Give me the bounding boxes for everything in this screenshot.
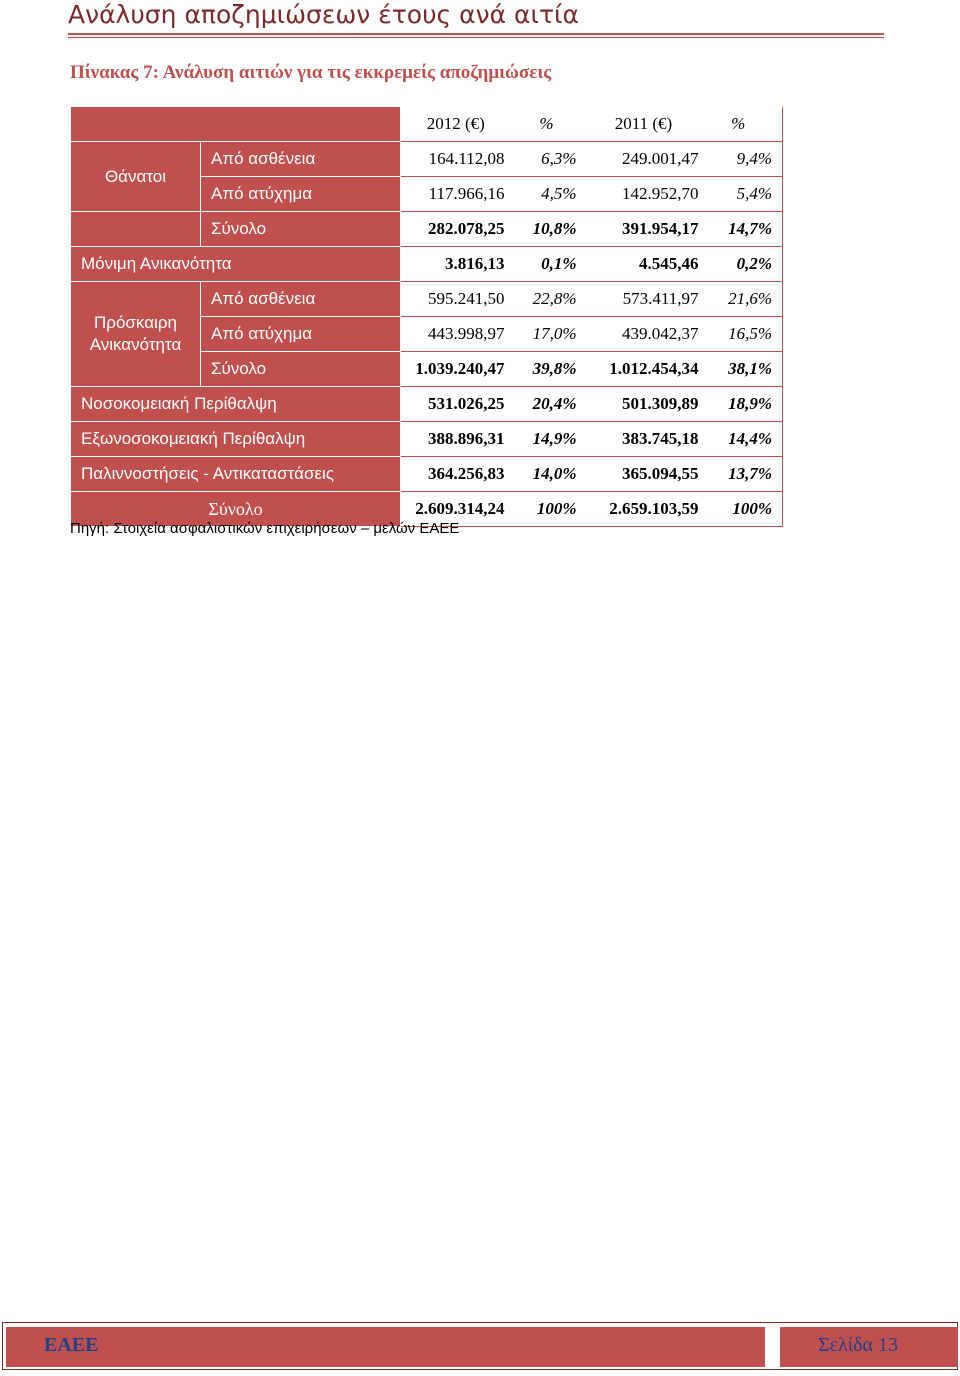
source-note: Πηγή: Στοιχεία ασφαλιστικών επιχειρήσεων – μελών ΕΑΕΕ bbox=[70, 520, 460, 537]
pct-2011: 21,6% bbox=[705, 282, 783, 317]
pct-2012: 14,0% bbox=[511, 457, 583, 492]
pct-2012: 22,8% bbox=[511, 282, 583, 317]
value-2011: 383.745,18 bbox=[583, 422, 705, 457]
row-label: Από ατύχημα bbox=[201, 177, 401, 212]
table-row bbox=[71, 142, 783, 177]
value-2011: 573.411,97 bbox=[583, 282, 705, 317]
page-header bbox=[68, 0, 884, 40]
pct-2011: 16,5% bbox=[705, 317, 783, 352]
table-row bbox=[71, 212, 783, 247]
page-number: Σελίδα 13 bbox=[818, 1334, 899, 1356]
value-2011: 1.012.454,34 bbox=[583, 352, 705, 387]
value-2012: 282.078,25 bbox=[401, 212, 511, 247]
col-header-pct-2012: % bbox=[511, 107, 583, 142]
col-header-pct-2011: % bbox=[705, 107, 783, 142]
table-caption: Πίνακας 7: Ανάλυση αιτιών για τις εκκρεμείς αποζημιώσεις bbox=[70, 62, 552, 83]
row-label: Σύνολο bbox=[71, 492, 401, 527]
group-spacer bbox=[71, 212, 201, 247]
value-2012: 531.026,25 bbox=[401, 387, 511, 422]
value-2011: 249.001,47 bbox=[583, 142, 705, 177]
table-header-row bbox=[71, 107, 783, 142]
row-label: Από ασθένεια bbox=[201, 142, 401, 177]
pct-2012: 0,1% bbox=[511, 247, 583, 282]
value-2011: 501.309,89 bbox=[583, 387, 705, 422]
row-label: Παλιννοστήσεις - Αντικαταστάσεις bbox=[71, 457, 401, 492]
header-rule bbox=[68, 33, 884, 35]
pct-2012: 10,8% bbox=[511, 212, 583, 247]
col-header-2011: 2011 (€) bbox=[583, 107, 705, 142]
value-2012: 364.256,83 bbox=[401, 457, 511, 492]
row-label: Από ασθένεια bbox=[201, 282, 401, 317]
row-label: Από ατύχημα bbox=[201, 317, 401, 352]
pct-2011: 100% bbox=[705, 492, 783, 527]
page-footer bbox=[0, 1322, 960, 1376]
value-2012: 2.609.314,24 bbox=[401, 492, 511, 527]
value-2012: 164.112,08 bbox=[401, 142, 511, 177]
pct-2011: 14,4% bbox=[705, 422, 783, 457]
row-label: Νοσοκομειακή Περίθαλψη bbox=[71, 387, 401, 422]
pct-2011: 9,4% bbox=[705, 142, 783, 177]
pct-2011: 5,4% bbox=[705, 177, 783, 212]
pct-2011: 14,7% bbox=[705, 212, 783, 247]
group-label-deaths: Θάνατοι bbox=[71, 142, 201, 212]
value-2012: 117.966,16 bbox=[401, 177, 511, 212]
pct-2012: 17,0% bbox=[511, 317, 583, 352]
footer-right-band bbox=[780, 1327, 958, 1367]
table-row bbox=[71, 422, 783, 457]
pct-2011: 13,7% bbox=[705, 457, 783, 492]
value-2012: 3.816,13 bbox=[401, 247, 511, 282]
header-blank-cell bbox=[71, 107, 401, 142]
value-2011: 142.952,70 bbox=[583, 177, 705, 212]
pct-2012: 100% bbox=[511, 492, 583, 527]
value-2011: 439.042,37 bbox=[583, 317, 705, 352]
pct-2012: 20,4% bbox=[511, 387, 583, 422]
value-2011: 4.545,46 bbox=[583, 247, 705, 282]
row-label: Μόνιμη Ανικανότητα bbox=[71, 247, 401, 282]
table-row bbox=[71, 457, 783, 492]
pct-2011: 18,9% bbox=[705, 387, 783, 422]
value-2012: 1.039.240,47 bbox=[401, 352, 511, 387]
col-header-2012: 2012 (€) bbox=[401, 107, 511, 142]
footer-org: ΕΑΕΕ bbox=[44, 1334, 99, 1356]
row-label: Σύνολο bbox=[201, 212, 401, 247]
pct-2012: 4,5% bbox=[511, 177, 583, 212]
pct-2012: 14,9% bbox=[511, 422, 583, 457]
value-2012: 388.896,31 bbox=[401, 422, 511, 457]
table-row bbox=[71, 387, 783, 422]
row-label: Σύνολο bbox=[201, 352, 401, 387]
table-row bbox=[71, 282, 783, 317]
page-header-title: Ανάλυση αποζημιώσεων έτους ανά αιτία bbox=[68, 0, 579, 29]
header-rule-thin bbox=[68, 37, 884, 38]
value-2012: 443.998,97 bbox=[401, 317, 511, 352]
value-2012: 595.241,50 bbox=[401, 282, 511, 317]
value-2011: 2.659.103,59 bbox=[583, 492, 705, 527]
pct-2011: 38,1% bbox=[705, 352, 783, 387]
pct-2012: 39,8% bbox=[511, 352, 583, 387]
value-2011: 391.954,17 bbox=[583, 212, 705, 247]
group-label-temporary: Πρόσκαιρη Ανικανότητα bbox=[71, 282, 201, 387]
pct-2011: 0,2% bbox=[705, 247, 783, 282]
value-2011: 365.094,55 bbox=[583, 457, 705, 492]
footer-left-band bbox=[6, 1327, 765, 1367]
claims-table bbox=[70, 106, 783, 527]
pct-2012: 6,3% bbox=[511, 142, 583, 177]
table-row bbox=[71, 247, 783, 282]
row-label: Εξωνοσοκομειακή Περίθαλψη bbox=[71, 422, 401, 457]
